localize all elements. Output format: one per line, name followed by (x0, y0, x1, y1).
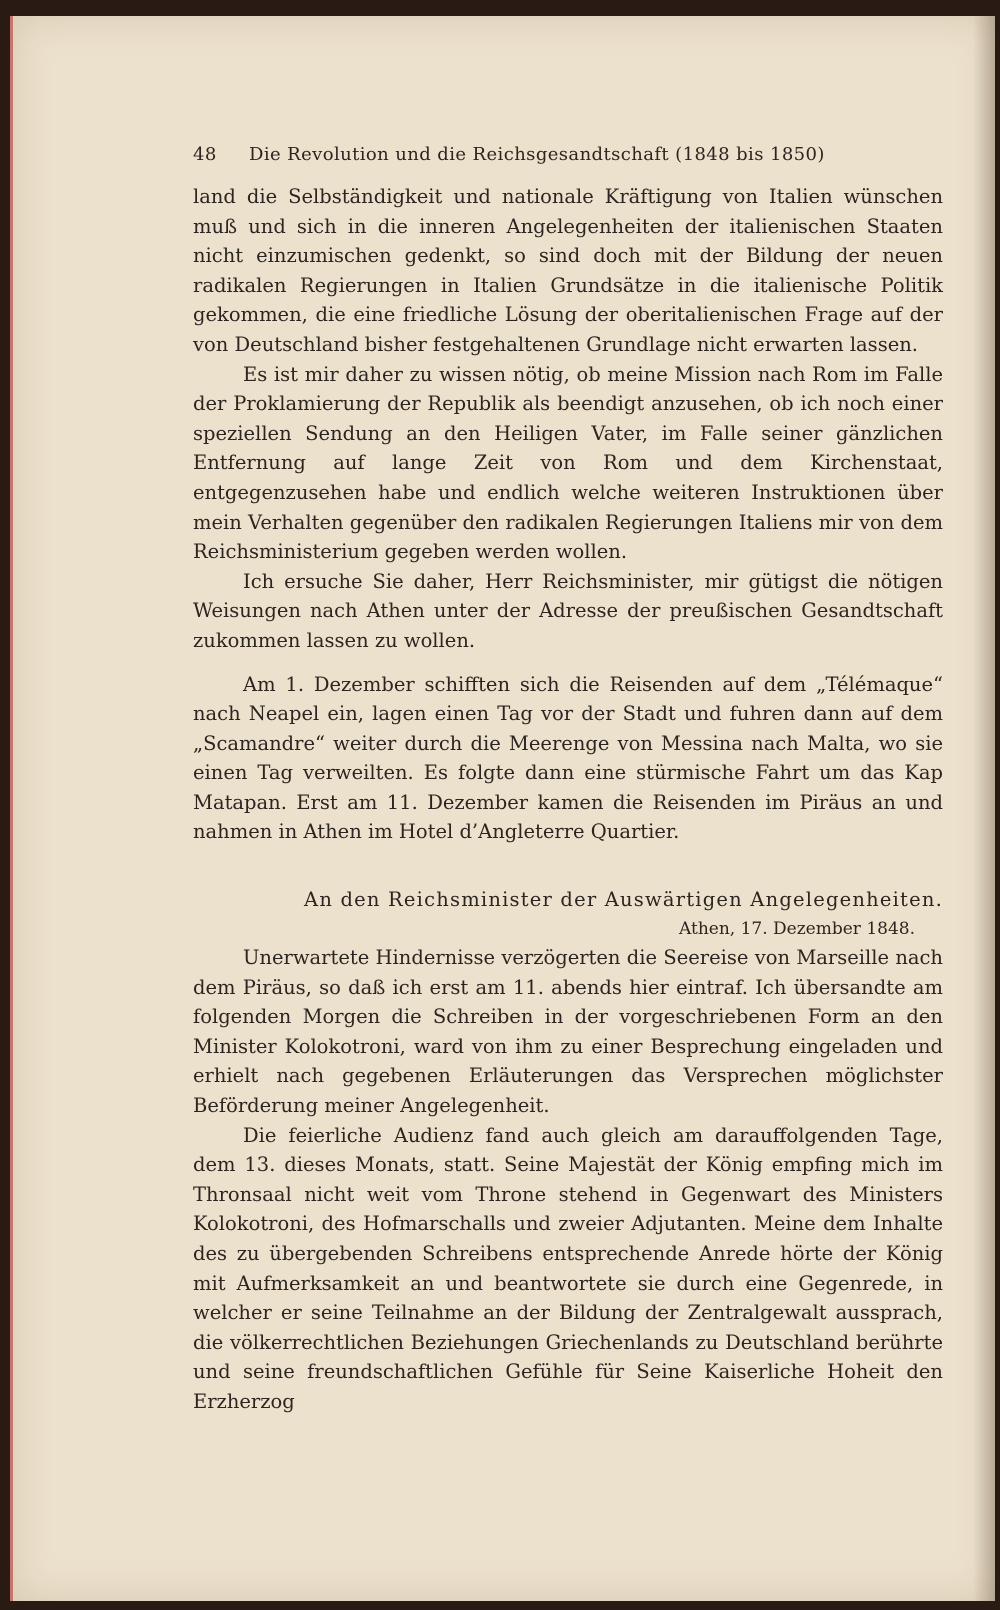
page-content (193, 144, 943, 1417)
page-spine-shadow (973, 16, 995, 1601)
paragraph-6: Die feierliche Audienz fand auch gleich am darauffolgenden Tage, dem 13. dieses Monats, statt. Seine Majestät der König empfing mich im Thronsaal nicht weit vom Throne stehend in Gegenwart des Ministers Kolokotroni, des Hofmarschalls und zweier Adjutanten. Meine dem Inhalte des zu übergebenden Schreibens entsprechende Anrede hörte der König mit Aufmerksamkeit an und beantwortete sie durch eine Gegenrede, in welcher er seine Teilnahme an der Bildung der Zentralgewalt aussprach, die völkerrechtlichen Beziehungen Griechenlands zu Deutschland berührte und seine freundschaftlichen Gefühle für Seine Kaiserliche Hoheit den Erzherzog (193, 1123, 943, 1413)
paragraph-1: land die Selbständigkeit und nationale Kräftigung von Italien wünschen muß und sich in die inneren Angelegenheiten der italienischen Staaten nicht einzumischen gedenkt, so sind doch mit der Bildung der neuen radikalen Regierungen in Italien Grundsätze in die italienische Politik gekommen, die eine friedliche Lösung der oberitalienischen Frage auf der von Deutschland bisher festgehaltenen Grundlage nicht erwarten lassen. (193, 185, 943, 356)
section-gap (193, 656, 943, 670)
letter-dateline: Athen, 17. Dezember 1848. (679, 919, 915, 940)
page-number: 48 (193, 144, 217, 165)
letter-gap (193, 847, 943, 885)
letter-recipient: An den Reichsminister der Auswärtigen Angelegenheiten. (304, 888, 943, 912)
paragraph-5: Unerwartete Hindernisse verzögerten die Seereise von Marseille nach dem Piräus, so daß ich erst am 11. abends hier eintraf. Ich übersandte am folgenden Morgen die Schreiben in der vorgeschriebenen Form an den Minister Kolokotroni, ward von ihm zu einer Besprechung eingeladen und erhielt nach gegebenen Erläuterungen das Versprechen möglichster Beförderung meiner Angelegenheit. (193, 946, 943, 1118)
paragraph-2: Es ist mir daher zu wissen nötig, ob meine Mission nach Rom im Falle der Proklamierung der Republik als beendigt anzusehen, ob ich noch einer speziellen Sendung an den Heiligen Vater, im Falle seiner gänzlichen Entfernung auf lange Zeit von Rom und dem Kirchenstaat, entgegenzusehen habe und endlich welche weiteren Instruktionen über mein Verhalten gegenüber den radikalen Regierungen Italiens mir von dem Reichsministerium gegeben werden wollen. (193, 362, 943, 564)
running-header (193, 144, 943, 182)
paragraph-3: Ich ersuche Sie daher, Herr Reichsminister, mir gütigst die nötigen Weisungen nach Athen unter der Adresse der preußischen Gesandtschaft zukommen lassen zu wollen. (193, 569, 943, 652)
running-title: Die Revolution und die Reichsgesandtschaft (1848 bis 1850) (249, 144, 825, 165)
book-page (10, 16, 995, 1601)
paragraph-4: Am 1. Dezember schifften sich die Reisenden auf dem „Télémaque“ nach Neapel ein, lagen einen Tag vor der Stadt und fuhren dann auf dem „Scamandre“ weiter durch die Meerenge von Messina nach Malta, wo sie einen Tag verweilten. Es folgte dann eine stürmische Fahrt um das Kap Matapan. Erst am 11. Dezember kamen die Reisenden im Piräus an und nahmen in Athen im Hotel d’Angleterre Quartier. (193, 672, 943, 844)
